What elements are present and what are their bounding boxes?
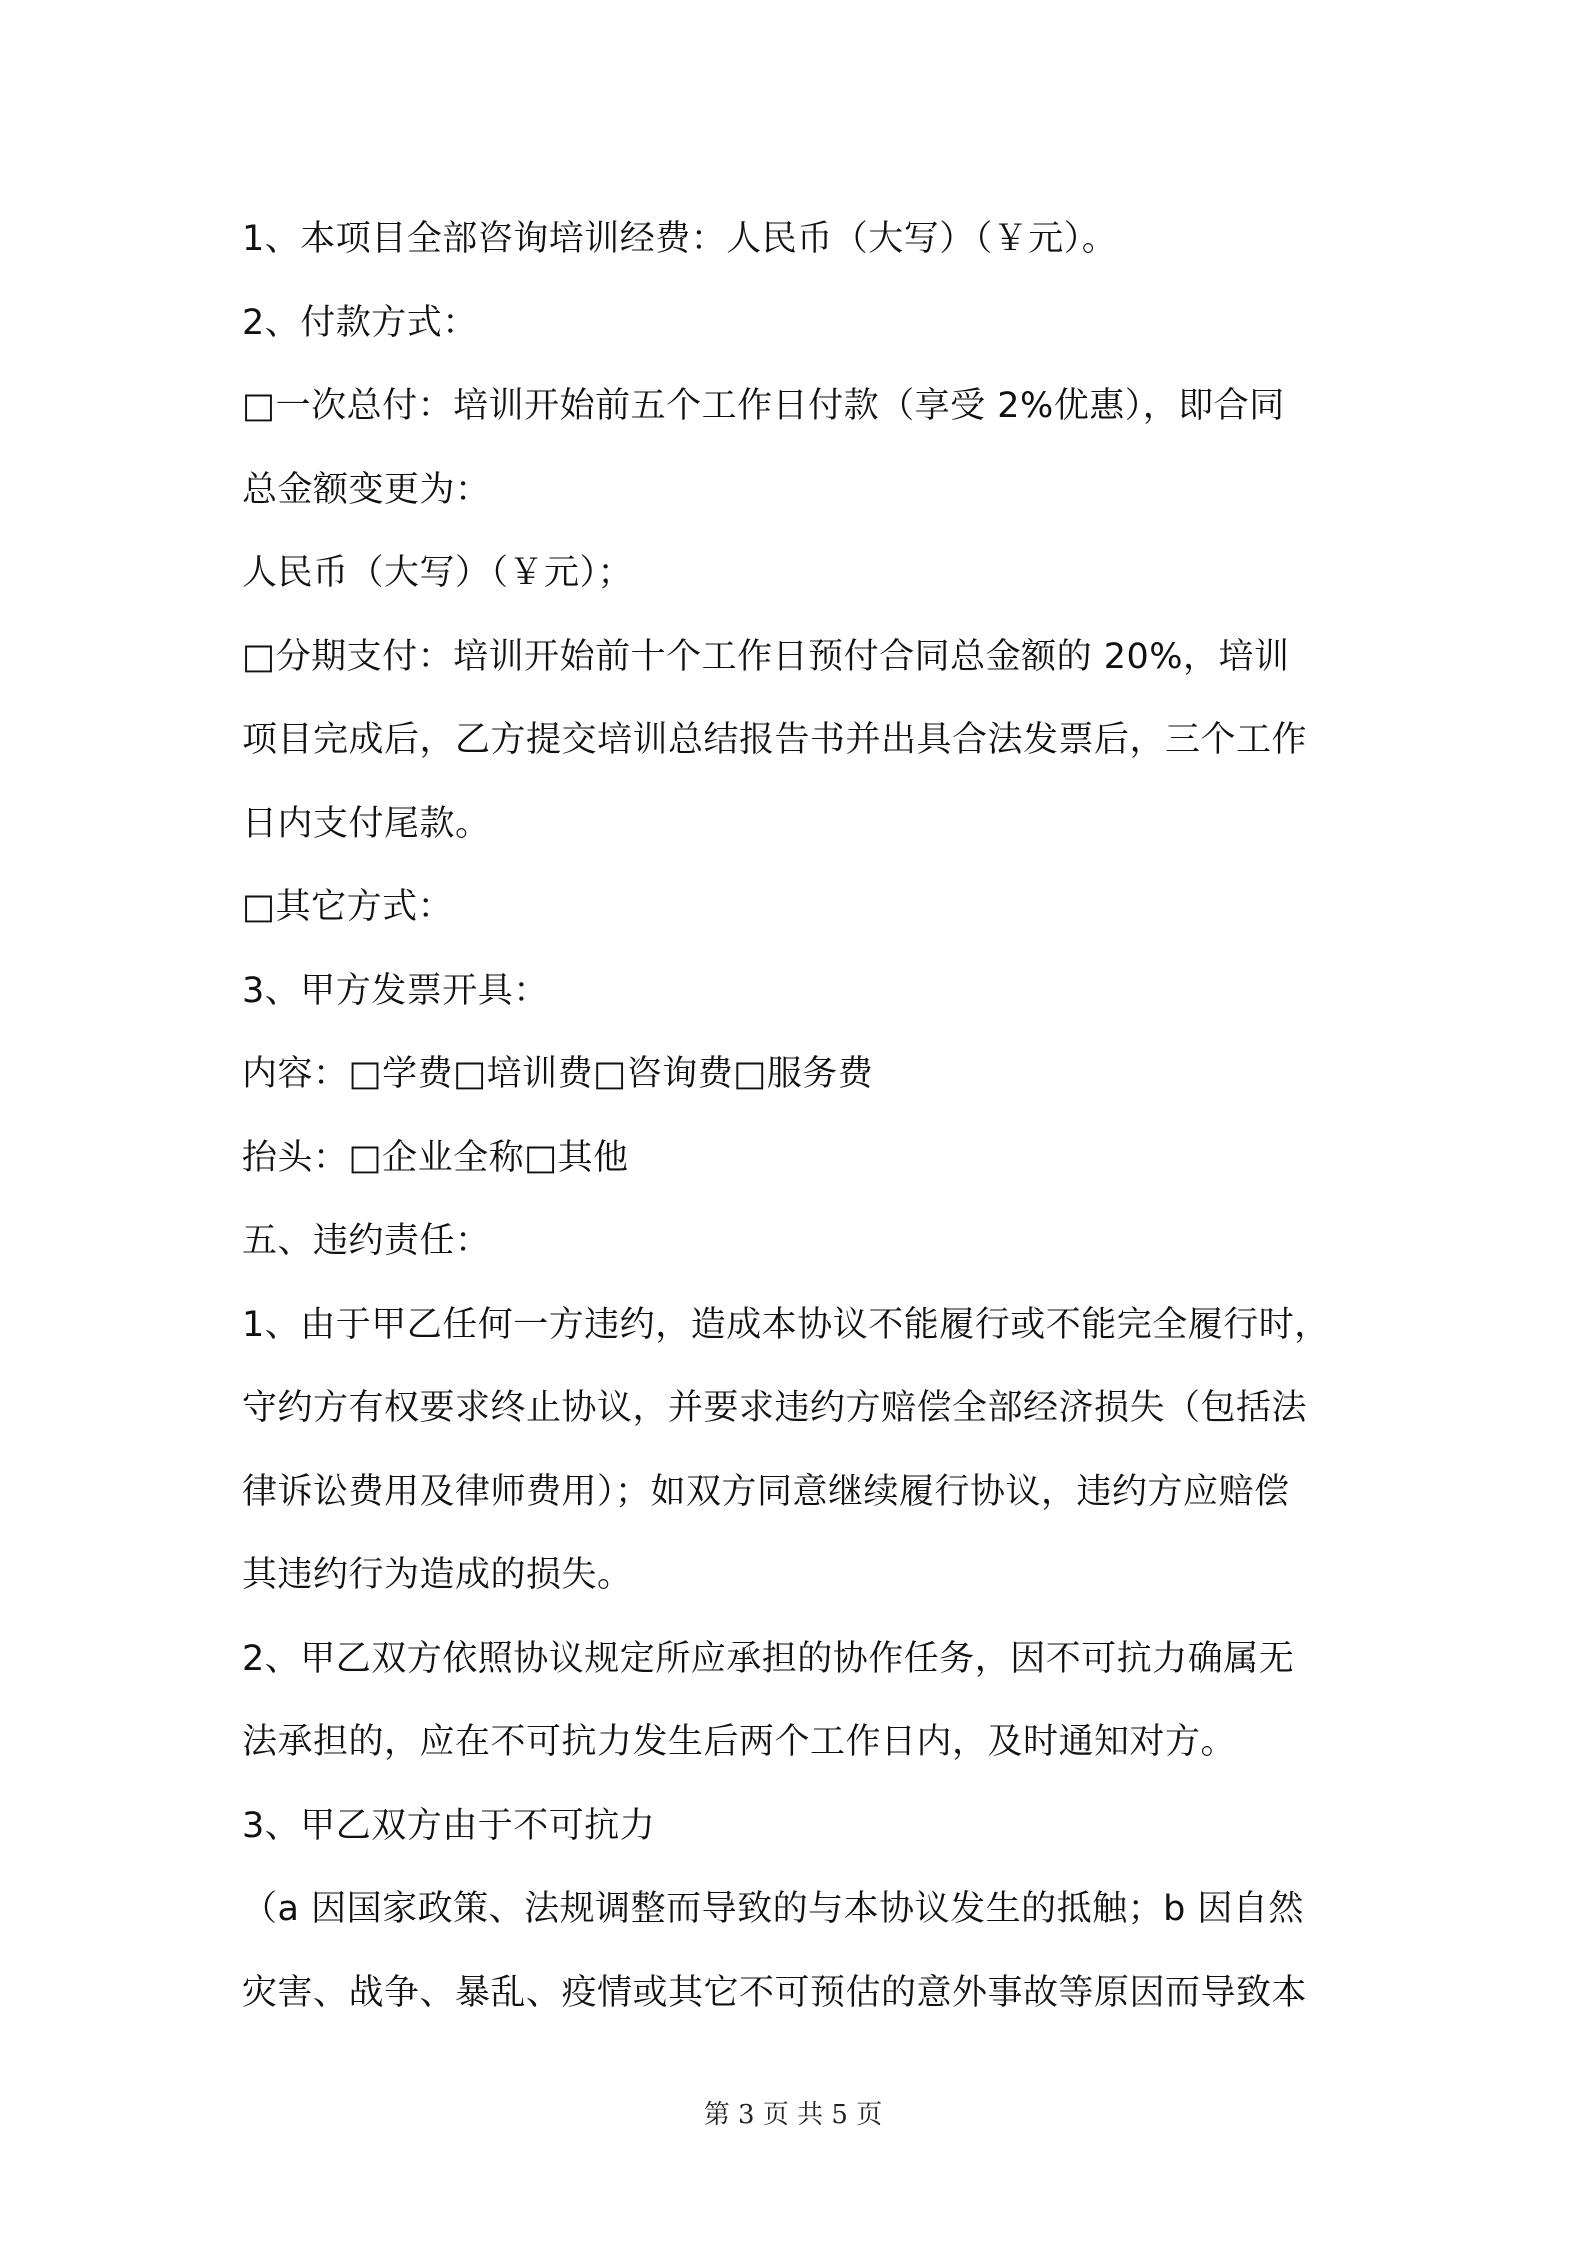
section-heading: 五、违约责任：	[242, 1221, 491, 1261]
text-line: 日内支付尾款。	[242, 803, 491, 844]
text-line: □分期支付：培训开始前十个工作日预付合同总金额的 20%，培训	[242, 636, 1290, 677]
text-line: 其违约行为造成的损失。	[242, 1555, 633, 1595]
text-line: （a 因国家政策、法规调整而导致的与本协议发生的抵触；b 因自然	[242, 1889, 1304, 1929]
text-line: 抬头：□企业全称□其他	[242, 1137, 629, 1178]
text-line: 法承担的，应在不可抗力发生后两个工作日内，及时通知对方。	[242, 1722, 1237, 1762]
text-line: 3、甲方发票开具：	[242, 970, 549, 1011]
text-line: 2、付款方式：	[242, 302, 478, 343]
text-line: 人民币（大写）（￥元）；	[242, 553, 634, 593]
text-line: □其它方式：	[242, 887, 454, 927]
text-line: 3、甲乙双方由于不可抗力	[242, 1805, 656, 1846]
text-line: 项目完成后，乙方提交培训总结报告书并出具合法发票后，三个工作	[242, 720, 1308, 760]
text-line: 律诉讼费用及律师费用）；如双方同意继续履行协议，违约方应赔偿	[242, 1471, 1290, 1512]
text-line: 1、本项目全部咨询培训经费：人民币（大写）（￥元）。	[242, 219, 1118, 259]
page-number-footer: 第 3 页 共 5 页	[703, 2100, 883, 2130]
text-line: 灾害、战争、暴乱、疫情或其它不可预估的意外事故等原因而导致本	[242, 1972, 1308, 2013]
document-body	[242, 198, 1362, 2035]
text-line: □一次总付：培训开始前五个工作日付款（享受 2%优惠），即合同	[242, 386, 1285, 426]
text-line: 2、甲乙双方依照协议规定所应承担的协作任务，因不可抗力确属无	[242, 1638, 1295, 1679]
text-line: 内容：□学费□培训费□咨询费□服务费	[242, 1054, 874, 1094]
text-line: 1、由于甲乙任何一方违约，造成本协议不能履行或不能完全履行时，	[242, 1304, 1330, 1345]
text-line: 守约方有权要求终止协议，并要求违约方赔偿全部经济损失（包括法	[242, 1388, 1308, 1428]
text-line: 总金额变更为：	[242, 469, 491, 510]
